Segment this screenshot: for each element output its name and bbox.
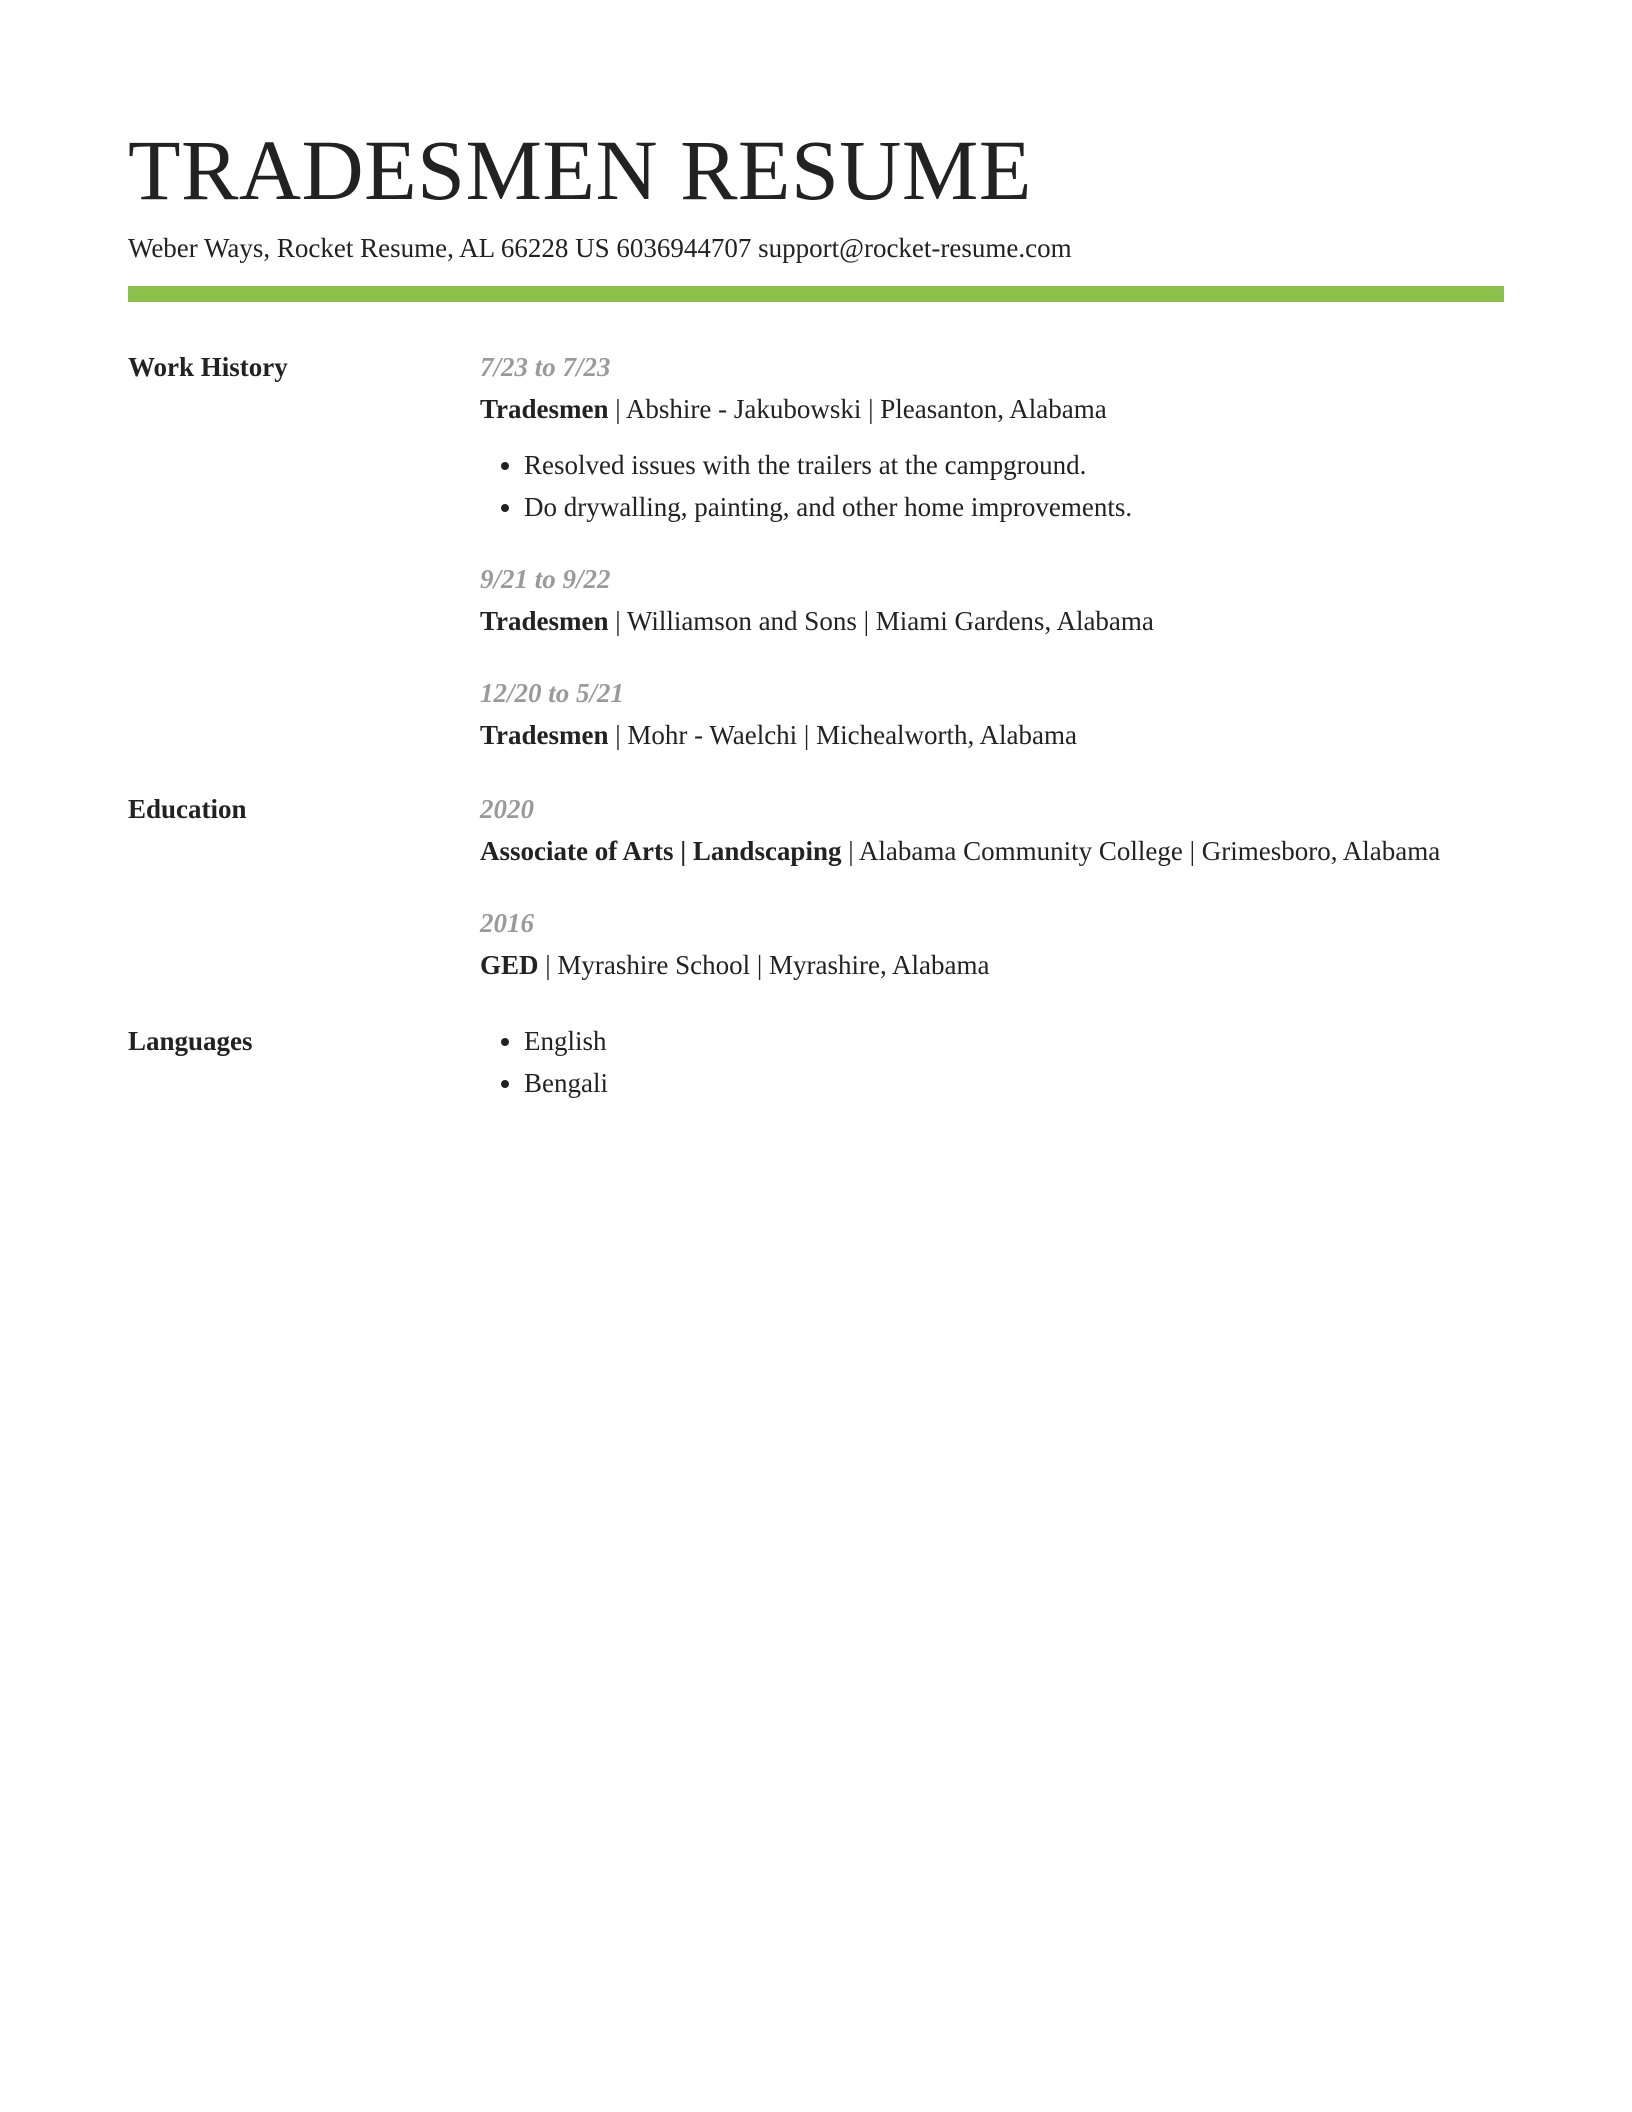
entry-details: | Alabama Community College | Grimesboro, Alabama bbox=[841, 836, 1441, 866]
contact-line: Weber Ways, Rocket Resume, AL 66228 US 6036944707 support@rocket-resume.com bbox=[128, 233, 1072, 263]
work-entry bbox=[480, 672, 1504, 756]
language-item: • English bbox=[524, 1020, 1504, 1062]
entry-details: | Abshire - Jakubowski | Pleasanton, Alabama bbox=[608, 394, 1107, 424]
education-entry bbox=[480, 788, 1504, 872]
entry-bullets bbox=[480, 444, 1504, 528]
section-label-education: Education bbox=[128, 794, 247, 824]
entry-line bbox=[480, 600, 1504, 642]
entry-title: Tradesmen bbox=[480, 720, 609, 750]
language-item: • Bengali bbox=[524, 1062, 1504, 1104]
education-entry bbox=[480, 902, 1504, 986]
languages-list-wrap bbox=[480, 1020, 1504, 1104]
resume-title: TRADESMEN RESUME bbox=[128, 122, 1032, 218]
entry-date: 12/20 to 5/21 bbox=[480, 678, 625, 708]
entry-title: Associate of Arts | Landscaping bbox=[480, 836, 842, 866]
bullet-item: • Do drywalling, painting, and other home improvements. bbox=[524, 486, 1504, 528]
entry-line bbox=[480, 944, 1504, 986]
entry-title: Tradesmen bbox=[480, 606, 609, 636]
entry-details: | Mohr - Waelchi | Michealworth, Alabama bbox=[608, 720, 1078, 750]
entry-date: 2020 bbox=[480, 794, 534, 824]
entry-line bbox=[480, 830, 1504, 872]
entry-details: | Myrashire School | Myrashire, Alabama bbox=[538, 950, 990, 980]
entry-line bbox=[480, 388, 1504, 430]
entry-date: 9/21 to 9/22 bbox=[480, 564, 611, 594]
education-entries bbox=[480, 788, 1504, 986]
entry-date: 7/23 to 7/23 bbox=[480, 352, 611, 382]
entry-date: 2016 bbox=[480, 908, 534, 938]
work-history-entries bbox=[480, 346, 1504, 756]
languages-list bbox=[480, 1020, 1504, 1104]
entry-title: GED bbox=[480, 950, 539, 980]
section-label-languages: Languages bbox=[128, 1026, 253, 1056]
entry-title: Tradesmen bbox=[480, 394, 609, 424]
bullet-item: • Resolved issues with the trailers at the campground. bbox=[524, 444, 1504, 486]
accent-divider bbox=[128, 286, 1504, 302]
work-entry bbox=[480, 346, 1504, 528]
entry-details: | Williamson and Sons | Miami Gardens, Alabama bbox=[608, 606, 1154, 636]
entry-line bbox=[480, 714, 1504, 756]
section-label-work-history: Work History bbox=[128, 352, 288, 382]
work-entry bbox=[480, 558, 1504, 642]
